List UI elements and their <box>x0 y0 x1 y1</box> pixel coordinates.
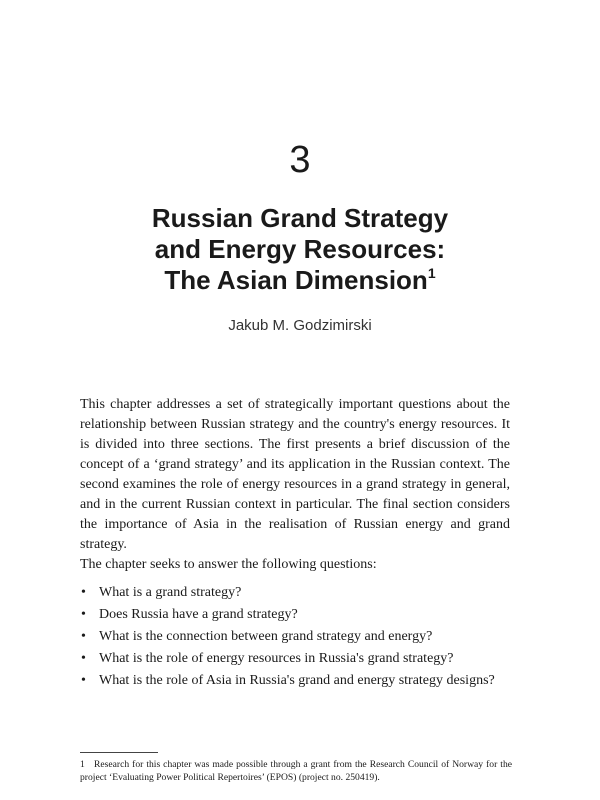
chapter-number: 3 <box>289 139 311 181</box>
intro-paragraph: This chapter addresses a set of strategically important questions about the relationship between Russian strategy and the country's energy resources. It is divided into three sections. The first presents a brief discussion of the concept of a ‘grand strategy’ and its application in the Russian context. The second examines the role of energy resources in a grand strategy in general, and in the current Russian context in particular. The final section considers the importance of Asia in the realisation of Russian energy and grand strategy. <box>80 397 510 552</box>
footnote-separator <box>80 752 158 753</box>
bullet-icon: • <box>81 585 86 600</box>
author-name: Jakub M. Godzimirski <box>228 317 372 334</box>
question-list <box>80 583 520 693</box>
question-text: What is the connection between grand strategy and energy? <box>99 629 433 644</box>
bullet-icon: • <box>81 651 86 666</box>
chapter-title-line-3 <box>0 265 600 296</box>
question-text: What is the role of energy resources in Russia's grand strategy? <box>99 651 454 666</box>
bullet-icon: • <box>81 673 86 688</box>
chapter-title-line-2: and Energy Resources: <box>154 234 446 264</box>
question-item <box>80 671 520 691</box>
footnote-text: Research for this chapter was made possible through a grant from the Research Council of Norway for the project ‘Evaluating Power Political Repertoires’ (EPOS) (project no. 250419). <box>80 759 512 783</box>
question-item <box>80 627 520 647</box>
bullet-icon: • <box>81 629 86 644</box>
question-text: What is the role of Asia in Russia's grand and energy strategy designs? <box>99 673 495 688</box>
question-item <box>80 583 520 603</box>
footnote <box>80 758 512 784</box>
question-item <box>80 649 520 669</box>
question-text: Does Russia have a grand strategy? <box>99 607 298 622</box>
chapter-title-line-3-text: The Asian Dimension <box>164 265 428 295</box>
chapter-title-line-1: Russian Grand Strategy <box>151 203 449 233</box>
footnote-number: 1 <box>80 759 85 770</box>
title-footnote-marker[interactable]: 1 <box>427 265 436 281</box>
questions-intro: The chapter seeks to answer the following questions: <box>80 557 377 572</box>
question-item <box>80 605 520 625</box>
chapter-title <box>0 203 600 296</box>
question-text: What is a grand strategy? <box>99 585 242 600</box>
bullet-icon: • <box>81 607 86 622</box>
